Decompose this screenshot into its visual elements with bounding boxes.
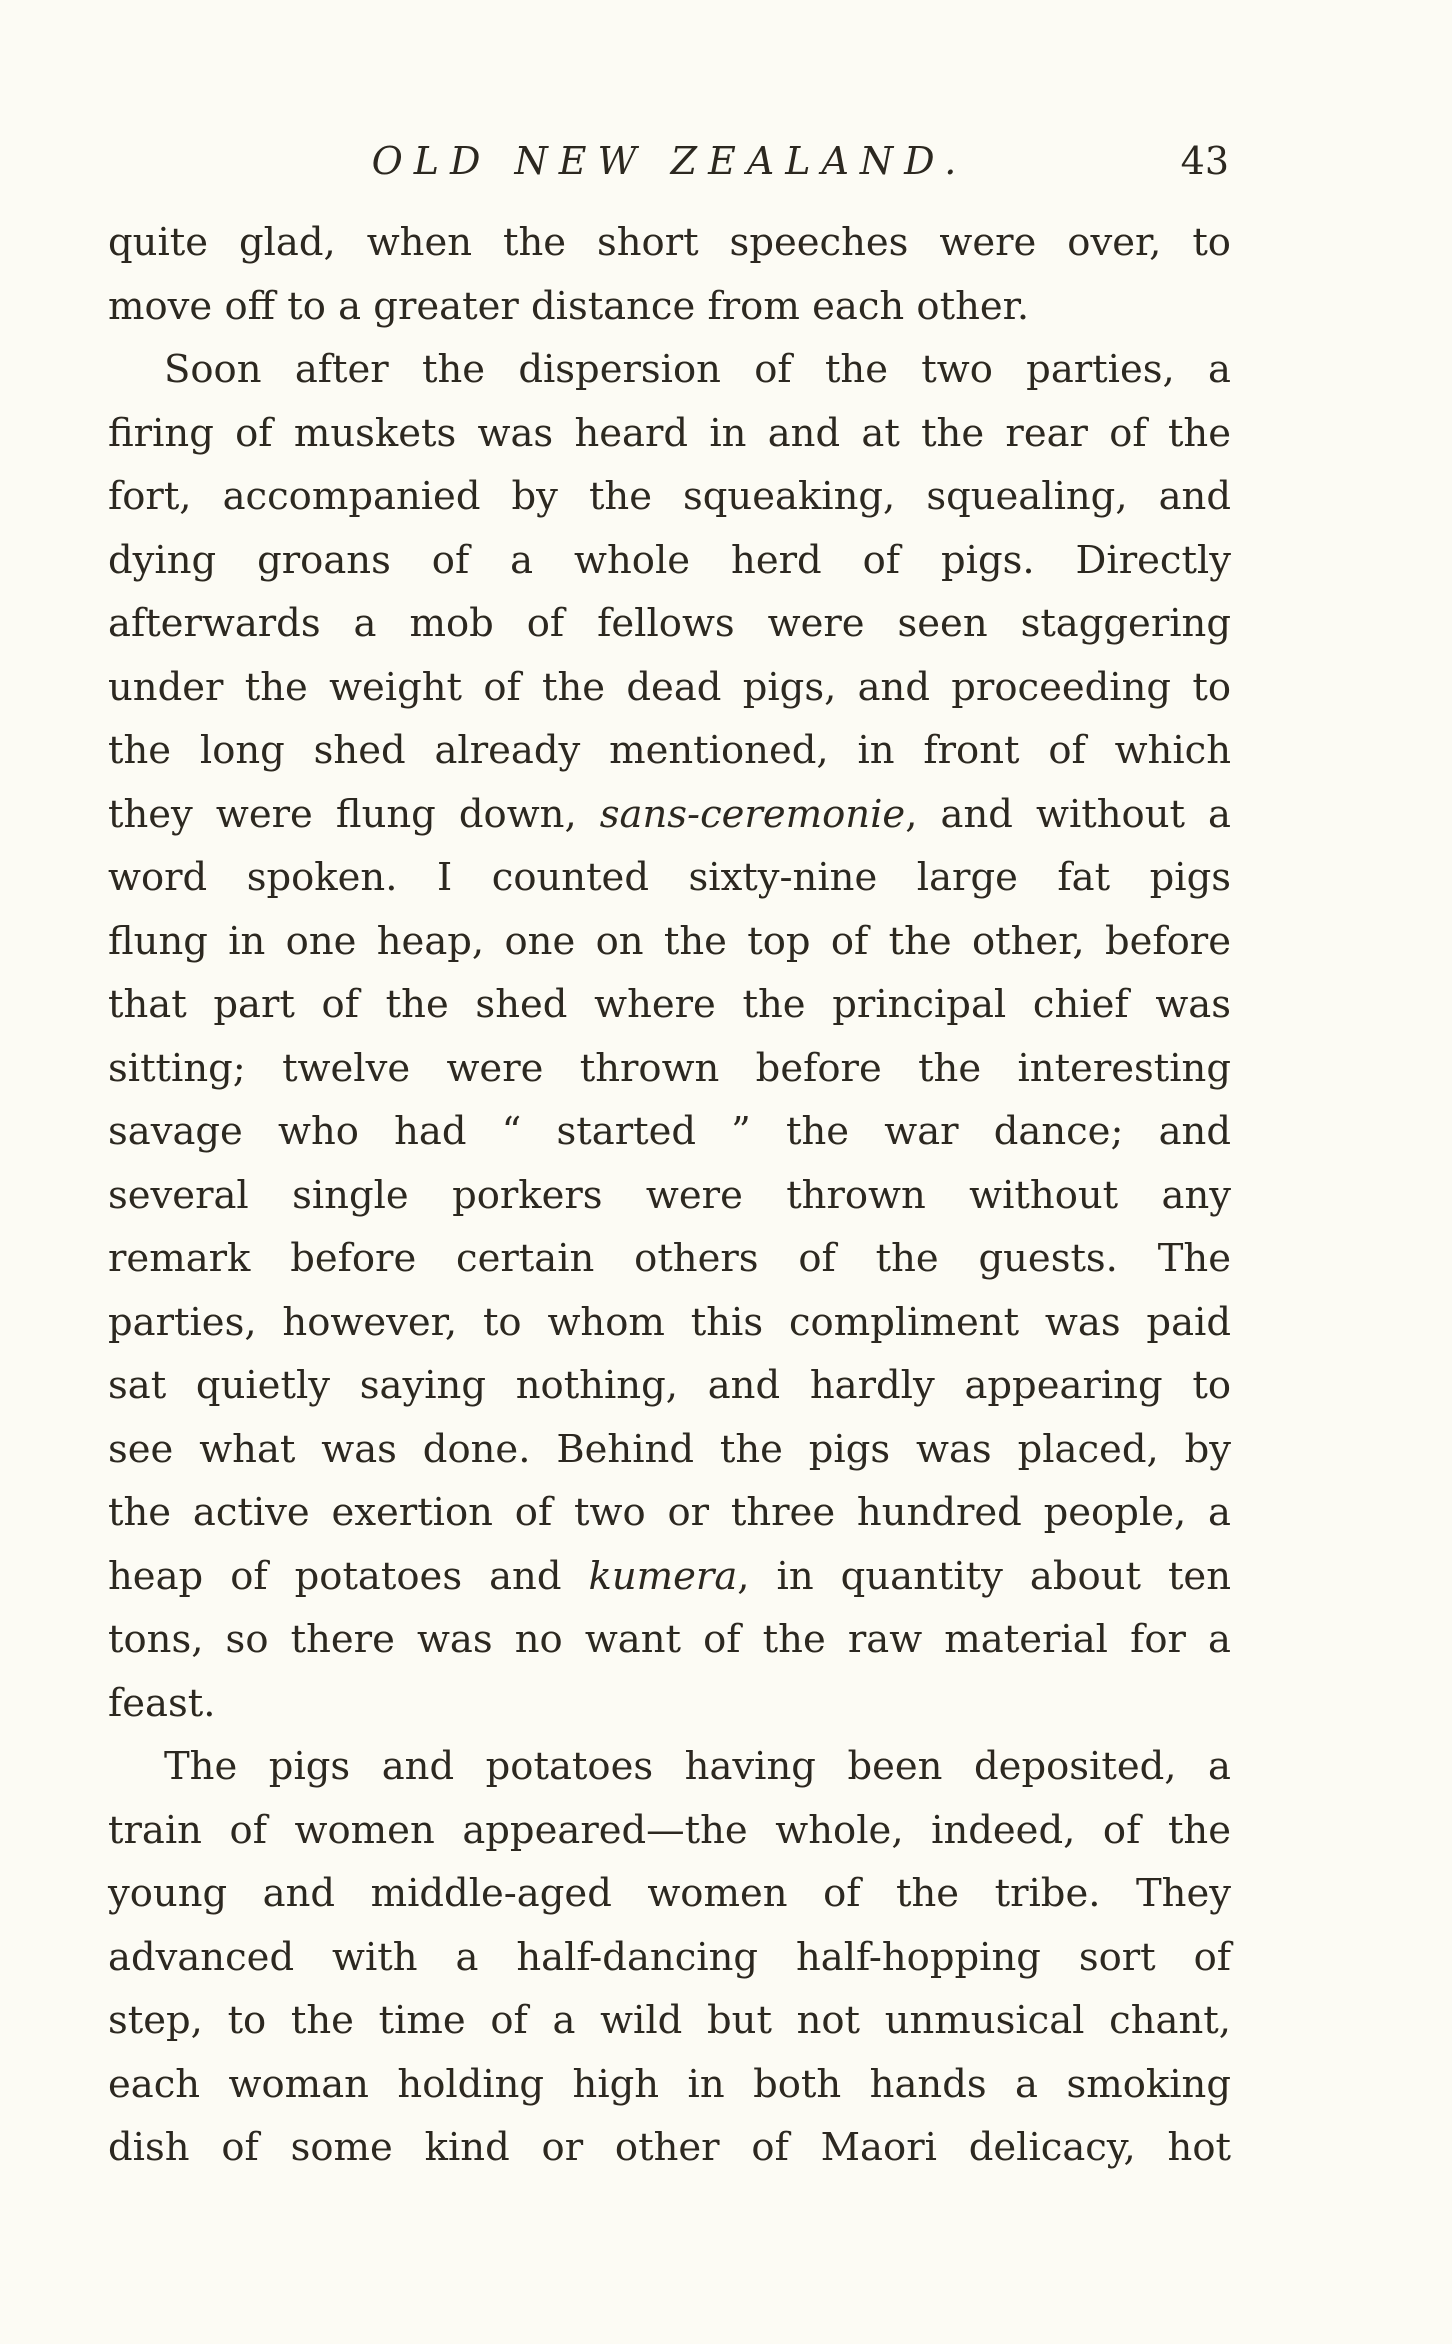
text-line: sat quietly saying nothing, and hardly appearing to <box>108 1363 1231 1408</box>
page-number: 43 <box>1180 139 1229 183</box>
text-line: young and middle-aged women of the tribe. They <box>108 1871 1231 1916</box>
text-line: advanced with a half-dancing half-hopping sort of <box>108 1934 1231 1980</box>
text-line: savage who had “ started ” the war dance; and <box>108 1109 1231 1154</box>
text-line: step, to the time of a wild but not unmusical chant, <box>108 1998 1231 2043</box>
text-line: tons, so there was no want of the raw material for a <box>108 1617 1231 1662</box>
body-text <box>108 211 1231 2180</box>
running-title: OLD NEW ZEALAND. <box>371 139 968 183</box>
text-line: quite glad, when the short speeches were over, to <box>108 220 1231 265</box>
text-line: remark before certain others of the guests. The <box>108 1236 1231 1281</box>
text-line: move off to a greater distance from each other. <box>108 283 1030 329</box>
text-line <box>108 783 1231 847</box>
text-line: afterwards a mob of fellows were seen staggering <box>108 601 1231 646</box>
text-fragment: they were flung down, <box>108 791 600 837</box>
text-fragment: , in quantity about ten <box>737 1553 1231 1599</box>
text-line: several single porkers were thrown without any <box>108 1172 1231 1218</box>
text-line: see what was done. Behind the pigs was placed, by <box>108 1426 1231 1472</box>
text-line: word spoken. I counted sixty-nine large fat pigs <box>108 855 1231 900</box>
italic-phrase: sans-ceremonie <box>599 791 906 837</box>
text-line: parties, however, to whom this compliment was paid <box>108 1299 1231 1345</box>
text-fragment: heap of potatoes and <box>108 1553 589 1599</box>
text-line: under the weight of the dead pigs, and proceeding to <box>108 664 1231 710</box>
text-line: that part of the shed where the principal chief was <box>108 982 1231 1027</box>
text-line: dying groans of a whole herd of pigs. Directly <box>108 537 1231 583</box>
running-head <box>108 133 1231 189</box>
italic-phrase: kumera <box>588 1553 738 1599</box>
text-line <box>108 1545 1231 1609</box>
text-line: the active exertion of two or three hundred people, a <box>108 1490 1231 1535</box>
text-line: feast. <box>108 1680 216 1726</box>
text-line: sitting; twelve were thrown before the interesting <box>108 1045 1231 1091</box>
text-line: the long shed already mentioned, in front of which <box>108 728 1231 773</box>
text-line: each woman holding high in both hands a smoking <box>108 2061 1231 2107</box>
text-line: The pigs and potatoes having been deposited, a <box>164 1744 1231 1789</box>
text-line: fort, accompanied by the squeaking, squealing, and <box>108 474 1231 519</box>
text-line: flung in one heap, one on the top of the other, before <box>108 918 1231 964</box>
text-line: train of women appeared—the whole, indeed, of the <box>108 1807 1231 1853</box>
text-fragment: , and without a <box>905 791 1231 837</box>
text-line: dish of some kind or other of Maori delicacy, hot <box>108 2125 1231 2170</box>
text-line: firing of muskets was heard in and at the rear of the <box>108 410 1231 456</box>
text-line: Soon after the dispersion of the two parties, a <box>164 347 1231 392</box>
